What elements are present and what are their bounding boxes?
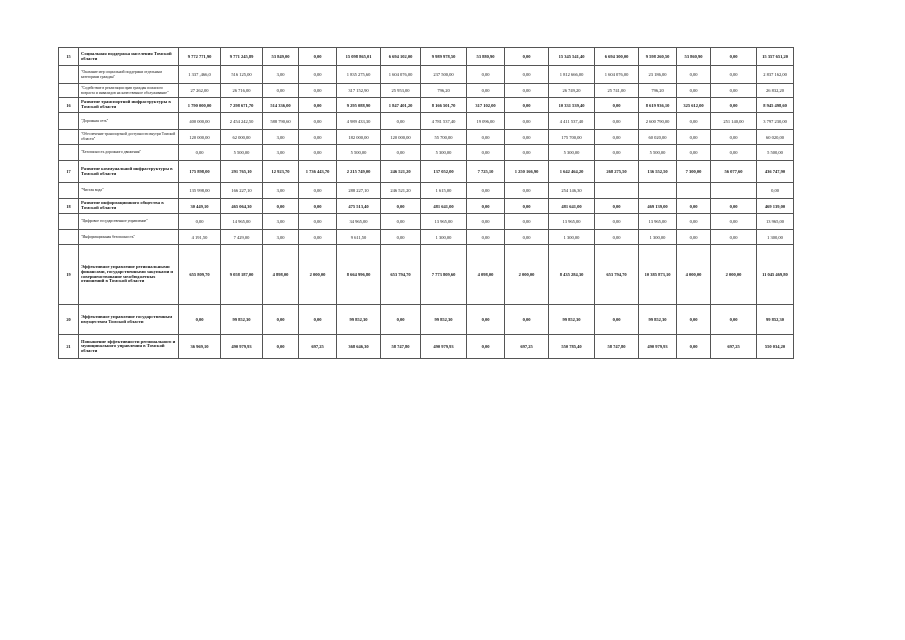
program-name: Развитие информационного общества в Томской области bbox=[79, 199, 179, 214]
amount-cell: 481 641,00 bbox=[549, 199, 595, 214]
amount-cell: 0,00 bbox=[595, 305, 639, 335]
amount-cell: 1 300,00 bbox=[549, 230, 595, 245]
program-name: Эффективное управление региональными финансами, государственными закупками и совершенствование межбюджетных отношений в Томской области bbox=[79, 245, 179, 305]
amount-cell: 0,00 bbox=[299, 48, 337, 66]
amount-cell: 99 852,30 bbox=[337, 305, 381, 335]
amount-cell: 469 139,00 bbox=[639, 199, 677, 214]
amount-cell: 99 852,30 bbox=[221, 305, 263, 335]
table-row bbox=[59, 145, 794, 161]
amount-cell: 3,00 bbox=[263, 130, 299, 145]
table-row bbox=[59, 183, 794, 199]
amount-cell: 0,00 bbox=[595, 214, 639, 230]
row-number bbox=[59, 214, 79, 230]
amount-cell: 0,00 bbox=[677, 199, 711, 214]
amount-cell: 58 747,80 bbox=[381, 335, 421, 359]
amount-cell: 13 965,00 bbox=[421, 214, 467, 230]
amount-cell: 1 642 464,20 bbox=[549, 161, 595, 183]
amount-cell: 1 604 076,00 bbox=[381, 66, 421, 84]
amount-cell: 0,00 bbox=[467, 199, 505, 214]
row-number bbox=[59, 66, 79, 84]
amount-cell: 62 000,00 bbox=[221, 130, 263, 145]
amount-cell: 8 945 498,60 bbox=[757, 98, 794, 113]
amount-cell: 0,00 bbox=[711, 214, 757, 230]
program-name: "Содействие в реализации прав граждан пожилого возраста и инвалидов на качественное обслуживание" bbox=[79, 84, 179, 98]
row-number bbox=[59, 230, 79, 245]
amount-cell: 0,00 bbox=[505, 66, 549, 84]
amount-cell: 0,00 bbox=[505, 98, 549, 113]
amount-cell: 55 700,00 bbox=[421, 130, 467, 145]
amount-cell: 4 898,00 bbox=[263, 245, 299, 305]
amount-cell: 588 790,60 bbox=[263, 113, 299, 130]
amount-cell: 481 641,00 bbox=[421, 199, 467, 214]
amount-cell: 0,00 bbox=[467, 305, 505, 335]
amount-cell: 0,00 bbox=[595, 98, 639, 113]
amount-cell: 0,00 bbox=[299, 145, 337, 161]
amount-cell: 0,00 bbox=[299, 305, 337, 335]
table-row bbox=[59, 161, 794, 183]
amount-cell: 2 215 749,00 bbox=[337, 161, 381, 183]
row-number: 20 bbox=[59, 305, 79, 335]
amount-cell: 0,00 bbox=[381, 230, 421, 245]
program-name: "Цифровое государственное управление" bbox=[79, 214, 179, 230]
amount-cell: 0,00 bbox=[467, 130, 505, 145]
amount-cell: 1 300,00 bbox=[421, 230, 467, 245]
amount-cell: 0,00 bbox=[505, 305, 549, 335]
amount-cell: 53 849,00 bbox=[263, 48, 299, 66]
amount-cell: 0,00 bbox=[505, 130, 549, 145]
amount-cell: 58 747,80 bbox=[595, 335, 639, 359]
amount-cell: 0,00 bbox=[299, 98, 337, 113]
amount-cell: 4 781 537,40 bbox=[421, 113, 467, 130]
program-name: "Информационная безопасность" bbox=[79, 230, 179, 245]
amount-cell: 5 500,00 bbox=[639, 145, 677, 161]
amount-cell: 3,00 bbox=[263, 214, 299, 230]
table-row bbox=[59, 245, 794, 305]
amount-cell: 550 785,40 bbox=[549, 335, 595, 359]
amount-cell: 465 064,30 bbox=[221, 199, 263, 214]
amount-cell: 0,00 bbox=[299, 183, 337, 199]
amount-cell: 0,00 bbox=[595, 130, 639, 145]
amount-cell: 0,00 bbox=[467, 183, 505, 199]
amount-cell: 0,00 bbox=[711, 230, 757, 245]
amount-cell: 36 969,10 bbox=[179, 335, 221, 359]
amount-cell: 10 331 539,40 bbox=[549, 98, 595, 113]
amount-cell: 2 000,00 bbox=[711, 245, 757, 305]
amount-cell: 0,00 bbox=[677, 230, 711, 245]
amount-cell: 1 300,00 bbox=[639, 230, 677, 245]
amount-cell: 325 612,00 bbox=[677, 98, 711, 113]
amount-cell: 26 832,20 bbox=[757, 84, 794, 98]
program-name: Социальная поддержка населения Томской области bbox=[79, 48, 179, 66]
amount-cell: 2 600 790,00 bbox=[639, 113, 677, 130]
row-number: 15 bbox=[59, 48, 79, 66]
amount-cell: 288 227,10 bbox=[337, 183, 381, 199]
amount-cell: 0,00 bbox=[299, 199, 337, 214]
amount-cell: 0,00 bbox=[711, 98, 757, 113]
table-row bbox=[59, 199, 794, 214]
amount-cell: 317 102,00 bbox=[467, 98, 505, 113]
amount-cell: 8 664 996,80 bbox=[337, 245, 381, 305]
amount-cell: 7 298 671,70 bbox=[221, 98, 263, 113]
amount-cell: 5 500,00 bbox=[337, 145, 381, 161]
amount-cell: 99 852,30 bbox=[757, 305, 794, 335]
amount-cell: 0,00 bbox=[299, 130, 337, 145]
amount-cell: 53 880,90 bbox=[467, 48, 505, 66]
amount-cell: 246 521,20 bbox=[381, 161, 421, 183]
amount-cell: 0,00 bbox=[179, 305, 221, 335]
amount-cell: 0,00 bbox=[677, 335, 711, 359]
amount-cell: 12 923,70 bbox=[263, 161, 299, 183]
amount-cell: 26 716,00 bbox=[221, 84, 263, 98]
amount-cell: 1 812 666,00 bbox=[549, 66, 595, 84]
program-name: Эффективное управление государственным имуществом Томской области bbox=[79, 305, 179, 335]
amount-cell: 2 000,00 bbox=[299, 245, 337, 305]
amount-cell: 15 345 541,40 bbox=[549, 48, 595, 66]
amount-cell: 514 336,00 bbox=[263, 98, 299, 113]
amount-cell: 0,00 bbox=[263, 335, 299, 359]
amount-cell: 4 989 433,30 bbox=[337, 113, 381, 130]
amount-cell: 0,00 bbox=[505, 48, 549, 66]
amount-cell: 13 965,00 bbox=[639, 214, 677, 230]
amount-cell: 0,00 bbox=[505, 183, 549, 199]
amount-cell: 0,00 bbox=[505, 199, 549, 214]
amount-cell: 120 000,00 bbox=[381, 130, 421, 145]
amount-cell: 56 077,60 bbox=[711, 161, 757, 183]
amount-cell: 0,00 bbox=[677, 113, 711, 130]
amount-cell: 655 809,70 bbox=[179, 245, 221, 305]
table-row bbox=[59, 66, 794, 84]
amount-cell: 7 429,00 bbox=[221, 230, 263, 245]
amount-cell: 0,00 bbox=[381, 113, 421, 130]
amount-cell: 13 965,00 bbox=[549, 214, 595, 230]
program-name: "Чистая вода" bbox=[79, 183, 179, 199]
amount-cell: 5 300,00 bbox=[549, 145, 595, 161]
table-row bbox=[59, 130, 794, 145]
amount-cell: 697,25 bbox=[505, 335, 549, 359]
amount-cell: 0,00 bbox=[677, 84, 711, 98]
amount-cell: 291 765,10 bbox=[221, 161, 263, 183]
amount-cell: 1 615,00 bbox=[421, 183, 467, 199]
amount-cell: 436 747,90 bbox=[757, 161, 794, 183]
table-row bbox=[59, 305, 794, 335]
amount-cell: 25 741,00 bbox=[595, 84, 639, 98]
amount-cell: 5 300,00 bbox=[421, 145, 467, 161]
table-row bbox=[59, 98, 794, 113]
budget-table bbox=[58, 47, 794, 359]
amount-cell: 9 598 260,50 bbox=[639, 48, 677, 66]
amount-cell: 1 604 076,00 bbox=[595, 66, 639, 84]
row-number: 21 bbox=[59, 335, 79, 359]
amount-cell: 254 146,30 bbox=[549, 183, 595, 199]
amount-cell: 175 700,00 bbox=[549, 130, 595, 145]
amount-cell: 0,00 bbox=[677, 66, 711, 84]
amount-cell: 136 552,50 bbox=[639, 161, 677, 183]
amount-cell: 8 166 501,70 bbox=[421, 98, 467, 113]
amount-cell: 4 000,00 bbox=[677, 245, 711, 305]
amount-cell: 0,00 bbox=[381, 214, 421, 230]
amount-cell: 1 300,00 bbox=[757, 230, 794, 245]
amount-cell: 697,25 bbox=[711, 335, 757, 359]
row-number bbox=[59, 84, 79, 98]
amount-cell: 0,00 bbox=[595, 199, 639, 214]
table-row bbox=[59, 84, 794, 98]
amount-cell: 10 385 873,10 bbox=[639, 245, 677, 305]
amount-cell: 796,20 bbox=[639, 84, 677, 98]
amount-cell: 0,00 bbox=[467, 66, 505, 84]
row-number: 17 bbox=[59, 161, 79, 183]
amount-cell: 0,00 bbox=[381, 145, 421, 161]
table-body bbox=[59, 48, 794, 359]
amount-cell: 135 998,00 bbox=[179, 183, 221, 199]
amount-cell: 0,00 bbox=[467, 145, 505, 161]
row-number: 16 bbox=[59, 98, 79, 113]
amount-cell: 0,00 bbox=[505, 145, 549, 161]
amount-cell: 9 989 978,50 bbox=[421, 48, 467, 66]
amount-cell: 7 773 809,60 bbox=[421, 245, 467, 305]
amount-cell: 1 847 401,20 bbox=[381, 98, 421, 113]
amount-cell: 237 500,00 bbox=[421, 66, 467, 84]
amount-cell: 268 275,50 bbox=[595, 161, 639, 183]
amount-cell: 34 965,00 bbox=[337, 214, 381, 230]
program-name: "Дорожная сеть" bbox=[79, 113, 179, 130]
amount-cell: 8 435 284,30 bbox=[549, 245, 595, 305]
amount-cell: 99 852,30 bbox=[421, 305, 467, 335]
amount-cell: 0,00 bbox=[263, 305, 299, 335]
amount-cell: 4 411 537,40 bbox=[549, 113, 595, 130]
amount-cell: 0,00 bbox=[677, 130, 711, 145]
amount-cell: 653 794,70 bbox=[381, 245, 421, 305]
amount-cell: 0,00 bbox=[467, 84, 505, 98]
amount-cell: 490 979,93 bbox=[639, 335, 677, 359]
amount-cell: 0,00 bbox=[711, 305, 757, 335]
amount-cell: 0,00 bbox=[299, 84, 337, 98]
amount-cell: 0,00 bbox=[299, 113, 337, 130]
amount-cell: 475 513,40 bbox=[337, 199, 381, 214]
amount-cell: 6 694 300,00 bbox=[595, 48, 639, 66]
amount-cell: 0,00 bbox=[711, 84, 757, 98]
program-name: Развитие транспортной инфраструктуры в Томской области bbox=[79, 98, 179, 113]
amount-cell: 1 736 443,70 bbox=[299, 161, 337, 183]
amount-cell: 0,00 bbox=[505, 113, 549, 130]
amount-cell: 9 771 245,89 bbox=[221, 48, 263, 66]
program-name: "Безопасность дорожного движения" bbox=[79, 145, 179, 161]
amount-cell: 1 337 ,466,0 bbox=[179, 66, 221, 84]
amount-cell: 0,00 bbox=[467, 214, 505, 230]
amount-cell: 15 357 651,20 bbox=[757, 48, 794, 66]
amount-cell: 3 797 230,00 bbox=[757, 113, 794, 130]
amount-cell: 0,00 bbox=[677, 214, 711, 230]
amount-cell: 7 300,00 bbox=[677, 161, 711, 183]
table-row bbox=[59, 48, 794, 66]
amount-cell: 0,00 bbox=[299, 230, 337, 245]
amount-cell: 550 034,20 bbox=[757, 335, 794, 359]
table-row bbox=[59, 214, 794, 230]
amount-cell: 9 611,50 bbox=[337, 230, 381, 245]
amount-cell: 182 000,00 bbox=[337, 130, 381, 145]
amount-cell: 0,00 bbox=[711, 130, 757, 145]
amount-cell: 3,00 bbox=[263, 230, 299, 245]
amount-cell: 3,00 bbox=[263, 66, 299, 84]
amount-cell: 653 794,70 bbox=[595, 245, 639, 305]
row-number: 19 bbox=[59, 245, 79, 305]
amount-cell bbox=[711, 183, 757, 199]
amount-cell: 8 619 936,10 bbox=[639, 98, 677, 113]
amount-cell: 469 139,00 bbox=[757, 199, 794, 214]
amount-cell: 0,00 bbox=[595, 230, 639, 245]
amount-cell: 30 449,10 bbox=[179, 199, 221, 214]
amount-cell bbox=[639, 183, 677, 199]
amount-cell: 516 125,00 bbox=[221, 66, 263, 84]
amount-cell: 0,00 bbox=[263, 199, 299, 214]
amount-cell: 0,00 bbox=[711, 199, 757, 214]
row-number bbox=[59, 130, 79, 145]
amount-cell: 0,00 bbox=[711, 48, 757, 66]
row-number bbox=[59, 113, 79, 130]
amount-cell: 53 860,90 bbox=[677, 48, 711, 66]
amount-cell: 2 837 162,00 bbox=[757, 66, 794, 84]
amount-cell: 0,00 bbox=[595, 145, 639, 161]
amount-cell: 0,00 bbox=[711, 145, 757, 161]
amount-cell: 11 045 469,80 bbox=[757, 245, 794, 305]
amount-cell: 400 000,00 bbox=[179, 113, 221, 130]
table-row bbox=[59, 113, 794, 130]
amount-cell: 9 058 187,00 bbox=[221, 245, 263, 305]
amount-cell: 0,00 bbox=[757, 183, 794, 199]
program-name: Развитие коммунальной инфраструктуры в Томской области bbox=[79, 161, 179, 183]
amount-cell: 6 694 102,00 bbox=[381, 48, 421, 66]
amount-cell: 26 749,20 bbox=[549, 84, 595, 98]
amount-cell: 317 152,90 bbox=[337, 84, 381, 98]
amount-cell: 14 965,00 bbox=[221, 214, 263, 230]
amount-cell: 13 965,00 bbox=[757, 214, 794, 230]
budget-sheet bbox=[58, 47, 793, 359]
amount-cell: 0,00 bbox=[381, 305, 421, 335]
amount-cell: 796,20 bbox=[421, 84, 467, 98]
amount-cell: 99 852,30 bbox=[639, 305, 677, 335]
amount-cell: 368 646,30 bbox=[337, 335, 381, 359]
amount-cell: 137 052,00 bbox=[421, 161, 467, 183]
amount-cell: 0,00 bbox=[263, 84, 299, 98]
amount-cell: 0,00 bbox=[299, 66, 337, 84]
amount-cell: 2 000,00 bbox=[505, 245, 549, 305]
amount-cell: 0,00 bbox=[505, 230, 549, 245]
program-name: "Обеспечение транспортной доступности внутри Томской области" bbox=[79, 130, 179, 145]
amount-cell: 0,00 bbox=[381, 199, 421, 214]
amount-cell: 0,00 bbox=[677, 305, 711, 335]
amount-cell: 60 020,00 bbox=[639, 130, 677, 145]
amount-cell: 0,00 bbox=[505, 214, 549, 230]
amount-cell: 0,00 bbox=[711, 66, 757, 84]
amount-cell bbox=[677, 183, 711, 199]
table-row bbox=[59, 335, 794, 359]
program-name: Повышение эффективности регионального и муниципального управления в Томской области bbox=[79, 335, 179, 359]
amount-cell: 3,00 bbox=[263, 183, 299, 199]
amount-cell: 5 500,00 bbox=[221, 145, 263, 161]
amount-cell: 0,00 bbox=[179, 145, 221, 161]
amount-cell: 0,00 bbox=[677, 145, 711, 161]
amount-cell: 120 000,00 bbox=[179, 130, 221, 145]
amount-cell: 490 979,93 bbox=[421, 335, 467, 359]
amount-cell: 60 020,00 bbox=[757, 130, 794, 145]
table-row bbox=[59, 230, 794, 245]
amount-cell: 0,00 bbox=[299, 214, 337, 230]
amount-cell: 0,00 bbox=[467, 335, 505, 359]
amount-cell: 99 852,30 bbox=[549, 305, 595, 335]
amount-cell: 246 521,20 bbox=[381, 183, 421, 199]
row-number bbox=[59, 145, 79, 161]
amount-cell: 0,00 bbox=[595, 113, 639, 130]
amount-cell: 19 096,00 bbox=[467, 113, 505, 130]
amount-cell: 175 898,00 bbox=[179, 161, 221, 183]
amount-cell: 2 454 242,50 bbox=[221, 113, 263, 130]
amount-cell: 4 098,00 bbox=[467, 245, 505, 305]
program-name: "Оказание мер социальной поддержки отдельным категориям граждан" bbox=[79, 66, 179, 84]
amount-cell: 5 500,00 bbox=[757, 145, 794, 161]
amount-cell: 0,00 bbox=[179, 214, 221, 230]
amount-cell: 3,00 bbox=[263, 145, 299, 161]
amount-cell: 0,00 bbox=[505, 84, 549, 98]
amount-cell: 25 953,00 bbox=[381, 84, 421, 98]
amount-cell: 0,00 bbox=[467, 230, 505, 245]
amount-cell: 490 979,93 bbox=[221, 335, 263, 359]
amount-cell: 1 835 275,60 bbox=[337, 66, 381, 84]
amount-cell: 251 140,00 bbox=[711, 113, 757, 130]
amount-cell: 9 295 088,90 bbox=[337, 98, 381, 113]
amount-cell bbox=[595, 183, 639, 199]
amount-cell: 15 098 865,01 bbox=[337, 48, 381, 66]
amount-cell: 697,25 bbox=[299, 335, 337, 359]
row-number: 18 bbox=[59, 199, 79, 214]
amount-cell: 1 790 000,00 bbox=[179, 98, 221, 113]
amount-cell: 23 186,00 bbox=[639, 66, 677, 84]
row-number bbox=[59, 183, 79, 199]
amount-cell: 1 250 166,90 bbox=[505, 161, 549, 183]
amount-cell: 7 725,10 bbox=[467, 161, 505, 183]
amount-cell: 4 191,50 bbox=[179, 230, 221, 245]
amount-cell: 166 227,10 bbox=[221, 183, 263, 199]
amount-cell: 9 772 771,90 bbox=[179, 48, 221, 66]
amount-cell: 27 262,00 bbox=[179, 84, 221, 98]
